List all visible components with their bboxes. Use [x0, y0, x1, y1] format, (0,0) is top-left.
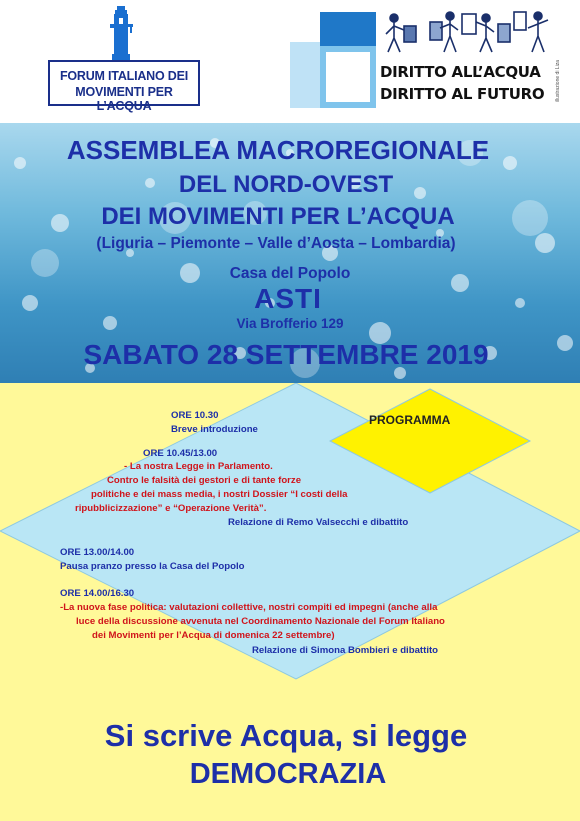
session4-note: Relazione di Simona Bombieri e dibattito: [252, 645, 439, 656]
header: [0, 0, 580, 123]
session2-line2: Contro le falsità dei gestori e di tante forze: [107, 475, 302, 486]
slogan-line2: DEMOCRAZIA: [189, 758, 387, 790]
diritto-line1: DIRITTO ALL’ACQUA: [380, 63, 541, 81]
event-venue: Casa del Popolo: [229, 265, 351, 282]
forum-logo-line1: FORUM ITALIANO DEI: [59, 69, 189, 83]
event-title-line1: ASSEMBLEA MACROREGIONALE: [66, 135, 490, 165]
session3-desc: Pausa pranzo presso la Casa del Popolo: [60, 561, 245, 572]
program-area: [0, 383, 580, 821]
session4-line3: dei Movimenti per l’Acqua di domenica 22 settembre): [92, 630, 335, 641]
event-title-line2: DEL NORD-OVEST: [178, 171, 394, 198]
session1-time: ORE 10.30: [171, 410, 219, 421]
slogan-line1: Si scrive Acqua, si legge: [104, 718, 468, 753]
forum-logo-line2-accent: L’ACQUA: [96, 99, 152, 113]
diritto-line2: DIRITTO AL FUTURO: [380, 85, 545, 103]
forum-logo-line2: [50, 85, 198, 113]
diritto-logo-text: [380, 60, 550, 110]
forum-logo: [48, 6, 200, 113]
forum-logo-box: [48, 60, 200, 113]
fountain-icon: [106, 6, 136, 62]
water-graphic-icon: [290, 12, 376, 108]
event-date: SABATO 28 SETTEMBRE 2019: [83, 339, 489, 370]
session2-time: ORE 10.45/13.00: [143, 448, 218, 459]
forum-logo-line2-prefix: MOVIMENTI PER: [75, 85, 173, 99]
water-banner: [0, 123, 580, 383]
session2-note: Relazione di Remo Valsecchi e dibattito: [228, 517, 409, 528]
session4-line1: -La nuova fase politica: valutazioni collettive, nostri compiti ed impegni (anche alla: [60, 602, 438, 613]
event-title-line3: DEI MOVIMENTI PER L’ACQUA: [101, 203, 455, 230]
session2-line3: politiche e dei mass media, i nostri Dossier “I costi della: [91, 489, 348, 500]
session2-line4: ripubblicizzazione” e “Operazione Verità”.: [75, 503, 267, 514]
event-regions: (Liguria – Piemonte – Valle d’Aosta – Lombardia): [96, 235, 456, 252]
session4-time: ORE 14.00/16.30: [60, 588, 135, 599]
event-city: ASTI: [254, 283, 322, 314]
session4-line2: luce della discussione avvenuta nel Coordinamento Nazionale del Forum Italiano: [76, 616, 445, 627]
illustration-credit: illustrazione di Liza: [555, 60, 561, 103]
people-carrying-water-icon: [382, 8, 558, 58]
program-label: PROGRAMMA: [369, 413, 451, 427]
session2-line1: - La nostra Legge in Parlamento.: [124, 461, 273, 472]
session1-desc: Breve introduzione: [171, 424, 258, 435]
session3-time: ORE 13.00/14.00: [60, 547, 135, 558]
event-address: Via Brofferio 129: [236, 316, 344, 331]
